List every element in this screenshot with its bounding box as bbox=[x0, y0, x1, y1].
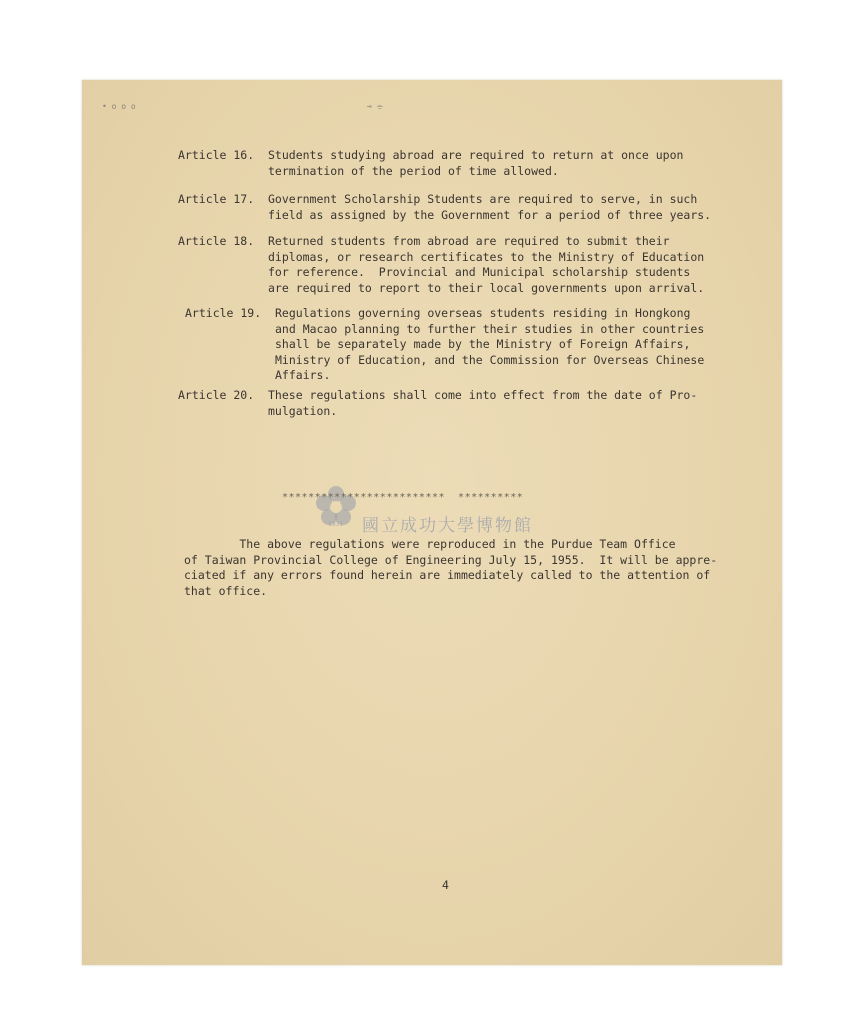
article-label: Article 20. bbox=[178, 388, 255, 402]
article-line: field as assigned by the Government for a period of three years. bbox=[268, 207, 712, 222]
article-body bbox=[268, 148, 728, 179]
article-label: Article 19. bbox=[185, 306, 262, 320]
page-number: 4 bbox=[442, 878, 449, 892]
note-line: The above regulations were reproduced in the Purdue Team Office bbox=[184, 537, 676, 551]
article-label: Article 17. bbox=[178, 192, 255, 206]
article-line: shall be separately made by the Ministry of Foreign Affairs, bbox=[275, 337, 691, 351]
punch-marks-center: ⊸ ⌯ bbox=[367, 102, 384, 111]
article-line: Ministry of Education, and the Commission for Overseas Chinese bbox=[275, 352, 705, 367]
punch-marks: • o o o bbox=[102, 102, 136, 111]
article-line: termination of the period of time allowed. bbox=[268, 163, 559, 178]
article-line: for reference. Provincial and Municipal scholarship students bbox=[268, 265, 691, 279]
separator-line: ************************* ********** bbox=[282, 492, 524, 503]
article-body bbox=[268, 192, 728, 223]
reproduction-note bbox=[184, 537, 744, 599]
article-line: These regulations shall come into effect from the date of Pro- bbox=[268, 388, 698, 402]
article-label: Article 16. bbox=[178, 148, 255, 162]
article-body bbox=[275, 306, 735, 384]
article-line: Students studying abroad are required to return at once upon bbox=[268, 148, 684, 162]
article-line: are required to report to their local governments upon arrival. bbox=[268, 280, 705, 295]
article-line: Returned students from abroad are required to submit their bbox=[268, 234, 670, 248]
note-line: that office. bbox=[184, 583, 268, 598]
article-body bbox=[268, 234, 728, 296]
article-label: Article 18. bbox=[178, 234, 255, 248]
article-line: Government Scholarship Students are required to serve, in such bbox=[268, 192, 698, 206]
note-line: ciated if any errors found herein are immediately called to the attention of bbox=[184, 568, 711, 582]
article-line: mulgation. bbox=[268, 403, 338, 418]
article-line: and Macao planning to further their studies in other countries bbox=[275, 321, 705, 336]
note-line: of Taiwan Provincial College of Engineering July 15, 1955. It will be appre- bbox=[184, 552, 718, 567]
watermark-year: 1931 bbox=[328, 521, 344, 528]
article-body bbox=[268, 388, 728, 419]
article-line: Affairs. bbox=[275, 368, 331, 382]
watermark-text: 國立成功大學博物館 bbox=[362, 516, 533, 536]
document-page bbox=[82, 80, 782, 965]
article-line: Regulations governing overseas students residing in Hongkong bbox=[275, 306, 691, 320]
article-line: diplomas, or research certificates to the Ministry of Education bbox=[268, 249, 705, 264]
